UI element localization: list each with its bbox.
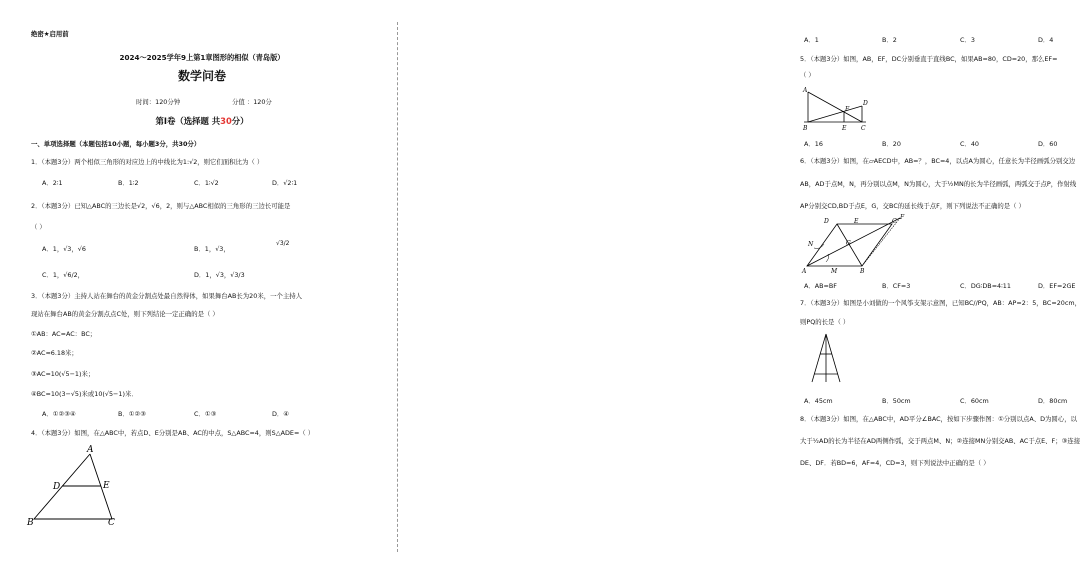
q3-text-2: 现站在舞台AB的黄金分割点点C处，则下列结论一定正确的是（ ）	[31, 310, 219, 318]
q7-text-2: 则PQ的长是（ ）	[800, 318, 850, 326]
q5-option-c[interactable]: C．40	[960, 140, 979, 148]
q1-option-d[interactable]: D．√2∶1	[272, 179, 298, 187]
q6-label-c: C	[892, 218, 897, 225]
q8-text-2: 大于½AD的长为半径在AD两侧作弧，交于两点M、N；②连接MN分别交AB、AC于点E、F；③连接	[800, 437, 1081, 445]
q5-label-c: C	[861, 125, 866, 132]
q4-triangle	[34, 454, 112, 519]
q4-text: 4．（本题3分）如图，在△ABC中，若点D、E分别是AB、AC的中点，S△ABC=4，则S△ADE=（ ）	[31, 429, 315, 437]
q7-kite-figure	[804, 330, 848, 388]
q3-statement-2: ②AC≈6.18米；	[31, 349, 78, 357]
q8-text-3: DE、DF．若BD=6，AF=4，CD=3，则下列说法中正确的是（ ）	[800, 459, 990, 467]
q6-option-d[interactable]: D．EF=2GE	[1038, 282, 1076, 290]
q6-label-d: D	[824, 218, 829, 225]
q6-extension-cf	[862, 218, 900, 266]
q6-label-g: G	[846, 240, 851, 247]
q4-label-c: C	[108, 518, 115, 528]
q1-option-c[interactable]: C．1∶√2	[194, 179, 219, 187]
q6-label-e: E	[854, 218, 859, 225]
q6-label-n: N	[808, 241, 814, 248]
q1-text: 1．（本题3分）两个相似三角形的对应边上的中线比为1:√2，则它们面积比为（ ）	[31, 158, 264, 166]
volume-title-pre: 第Ⅰ卷（选择题 共	[155, 116, 221, 126]
q2-text: 2．（本题3分）已知△ABC的三边长是√2，√6，2，则与△ABC相似的三角形的三边长可能是	[31, 202, 291, 210]
q5-label-f: F	[845, 106, 850, 113]
secret-label: 绝密★启用前	[31, 30, 69, 38]
q4-option-d[interactable]: D．4	[1038, 36, 1054, 44]
q4-triangle-figure	[26, 442, 126, 528]
q3-statement-1: ①AB：AC=AC：BC；	[31, 330, 97, 338]
q5-label-d: D	[863, 100, 868, 107]
q8-text-1: 8．（本题3分）如图，在△ABC中，AD平分∠BAC，按如下步骤作图：①分别以点A、D为圆心，以	[800, 415, 1077, 423]
q5-label-b: B	[803, 125, 808, 132]
time-label: 时间：120分钟	[136, 98, 181, 106]
q2-option-c[interactable]: C．1，√6/2，	[42, 271, 85, 279]
q4-label-d: D	[53, 482, 61, 492]
q7-text-1: 7．（本题3分）如图是小刘做的一个风筝支架示意图，已知BC//PQ，AB：AP=2：5，BC=20cm，	[800, 299, 1081, 307]
main-title: 数学问卷	[177, 69, 226, 83]
volume-title	[31, 116, 373, 126]
q4-label-e: E	[103, 481, 110, 491]
q7-option-d[interactable]: D．80cm	[1038, 397, 1068, 405]
q2-option-b-fraction: √3/2	[276, 240, 290, 247]
q5-paren: （ ）	[800, 71, 815, 79]
q1-option-a[interactable]: A．2∶1	[42, 179, 63, 187]
q2-paren: （ ）	[31, 223, 46, 231]
q6-label-b: B	[860, 268, 865, 275]
q4-option-b[interactable]: B．2	[882, 36, 897, 44]
q5-option-a[interactable]: A．16	[804, 140, 823, 148]
q6-label-m: M	[831, 268, 838, 275]
q7-option-a[interactable]: A．45cm	[804, 397, 833, 405]
score-label: 分值 ：120分	[232, 98, 272, 106]
q5-figure	[800, 84, 870, 136]
q3-option-c[interactable]: C．①③	[194, 410, 217, 418]
q6-option-b[interactable]: B．CF=3	[882, 282, 911, 290]
q7-option-b[interactable]: B．50cm	[882, 397, 911, 405]
q6-parallelogram-figure	[802, 212, 906, 276]
q4-option-c[interactable]: C．3	[960, 36, 975, 44]
q5-label-e: E	[842, 125, 847, 132]
q3-option-a[interactable]: A．①②③④	[42, 410, 76, 418]
q3-statement-3: ③AC=10(√5−1)米；	[31, 370, 95, 378]
q2-option-a[interactable]: A．1，√3，√6	[42, 245, 86, 253]
q5-option-d[interactable]: D．60	[1038, 140, 1058, 148]
q5-segment-bd	[808, 106, 862, 122]
q2-option-d[interactable]: D．1，√3，√3/3	[194, 271, 245, 279]
q6-ray-ap	[807, 218, 900, 266]
volume-score: 30	[220, 116, 232, 126]
right-column	[398, 0, 1081, 561]
q7-option-c[interactable]: C．60cm	[960, 397, 989, 405]
section1-title: 一、单项选择题（本题包括10小题，每小题3分，共30分）	[31, 140, 201, 148]
q6-text-1: 6．（本题3分）如图，在▱AECD中，AB=？，BC=4，以点A为圆心，任意长为半径画弧分别交边	[800, 157, 1076, 165]
q5-text: 5．（本题3分）如图，AB，EF，DC分别垂直于直线BC，如果AB=80，CD=20，那么EF=	[800, 55, 1058, 63]
q2-option-b[interactable]: B．1，√3，	[194, 245, 230, 253]
q6-label-a: A	[802, 268, 807, 275]
q4-label-a: A	[87, 445, 94, 455]
q3-option-b[interactable]: B．①②③	[118, 410, 146, 418]
volume-title-post: 分）	[231, 116, 249, 126]
q4-label-b: B	[27, 518, 34, 528]
q7-side-right	[826, 334, 840, 382]
q3-text-1: 3．（本题3分）主持人站在舞台的黄金分割点处最自然得体，如果舞台AB长为20米，一个主持人	[31, 292, 303, 300]
q6-text-3: AP分别交CD,BD于点E，G，交BC的延长线于点F，则下列说法不正确的是（ ）	[800, 202, 1025, 210]
q3-option-d[interactable]: D．④	[272, 410, 290, 418]
left-column	[0, 0, 397, 561]
q5-option-b[interactable]: B．20	[882, 140, 901, 148]
q6-option-c[interactable]: C．DG∶DB=4∶11	[960, 282, 1011, 290]
exam-title: 2024～2025学年9上第1章图形的相似（青岛版）	[119, 53, 285, 62]
q6-text-2: AB，AD于点M，N，再分别以点M，N为圆心，大于½MN的长为半径画弧，两弧交于点P，作射线	[800, 180, 1077, 188]
q1-option-b[interactable]: B．1∶2	[118, 179, 139, 187]
q6-label-f: F	[900, 214, 905, 221]
q5-segment-ac	[808, 92, 862, 122]
q3-statement-4: ④BC=10(3−√5)米或10(√5−1)米．	[31, 390, 138, 398]
q7-side-left	[812, 334, 826, 382]
q4-option-a[interactable]: A．1	[804, 36, 819, 44]
q6-option-a[interactable]: A．AB=BF	[804, 282, 837, 290]
q5-label-a: A	[803, 87, 808, 94]
